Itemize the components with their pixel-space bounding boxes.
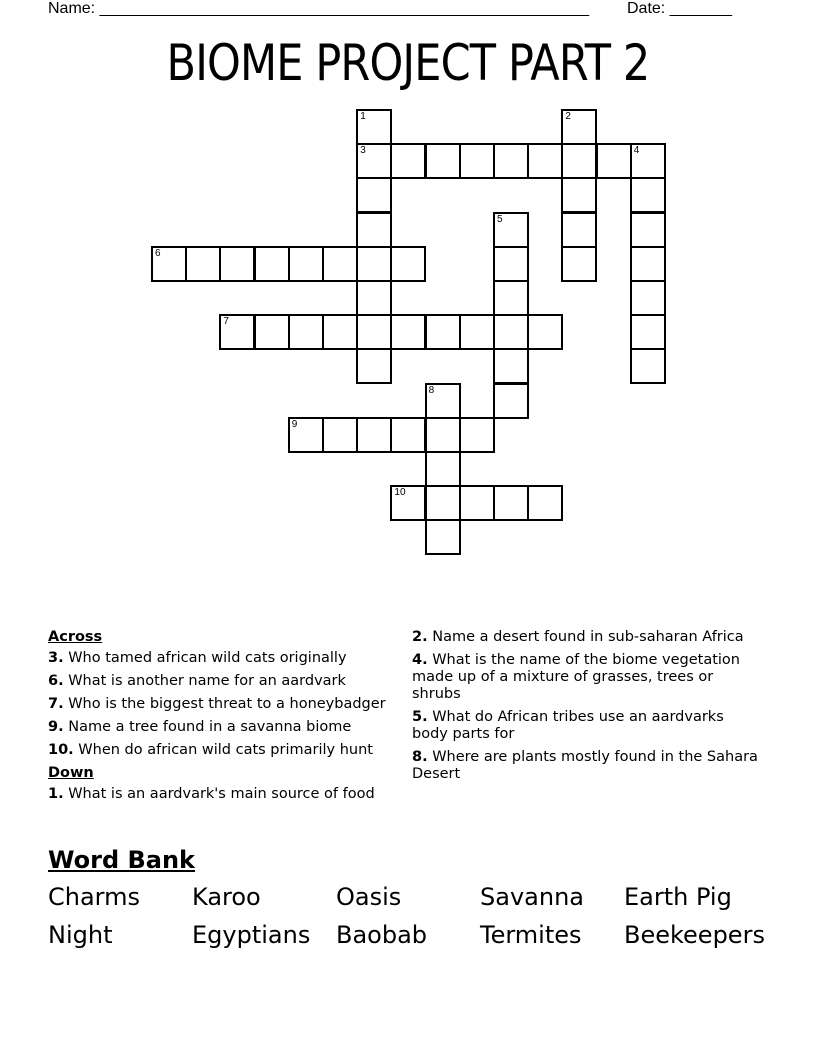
crossword-cell[interactable] bbox=[561, 109, 597, 145]
crossword-cell[interactable] bbox=[630, 280, 666, 316]
word-bank-word: Charms bbox=[48, 883, 141, 911]
word-bank-word: Savanna bbox=[480, 883, 584, 911]
crossword-cell[interactable] bbox=[493, 246, 529, 282]
crossword-cell[interactable] bbox=[459, 417, 495, 453]
crossword-cell[interactable] bbox=[630, 212, 666, 248]
clue-down-8: 8. Where are plants mostly found in the Sahara Desert bbox=[412, 749, 758, 782]
crossword-cell[interactable] bbox=[219, 246, 255, 282]
crossword-cell[interactable] bbox=[254, 314, 290, 350]
crossword-cell[interactable] bbox=[390, 485, 426, 521]
crossword-cell[interactable] bbox=[322, 417, 358, 453]
crossword-cell[interactable] bbox=[425, 383, 461, 419]
clue-number: 9 bbox=[291, 418, 298, 430]
word-bank-word: Termites bbox=[480, 921, 582, 949]
crossword-cell[interactable] bbox=[425, 451, 461, 487]
clue-number: 7 bbox=[223, 316, 229, 328]
page-title: BIOME PROJECT PART 2 bbox=[166, 34, 650, 92]
crossword-cell[interactable] bbox=[356, 143, 392, 179]
clue-across-3: 3. Who tamed african wild cats originally bbox=[48, 650, 347, 666]
clue-number: 2 bbox=[565, 111, 571, 122]
crossword-cell[interactable] bbox=[493, 348, 529, 384]
crossword-cell[interactable] bbox=[322, 314, 358, 350]
crossword-cell[interactable] bbox=[527, 485, 563, 521]
word-bank-word: Beekeepers bbox=[624, 921, 765, 949]
crossword-cell[interactable] bbox=[459, 485, 495, 521]
crossword-cell[interactable] bbox=[493, 280, 529, 316]
clue-across-6: 6. What is another name for an aardvark bbox=[48, 673, 346, 689]
crossword-cell[interactable] bbox=[425, 519, 461, 555]
crossword-cell[interactable] bbox=[425, 485, 461, 521]
crossword-cell[interactable] bbox=[561, 212, 597, 248]
crossword-cell[interactable] bbox=[630, 246, 666, 282]
crossword-cell[interactable] bbox=[561, 143, 597, 179]
crossword-cell[interactable] bbox=[390, 143, 426, 179]
crossword-cell[interactable] bbox=[459, 143, 495, 179]
crossword-cell[interactable] bbox=[288, 417, 324, 453]
crossword-cell[interactable] bbox=[254, 246, 290, 282]
crossword-cell[interactable] bbox=[219, 314, 255, 350]
crossword-cell[interactable] bbox=[356, 246, 392, 282]
crossword-cell[interactable] bbox=[390, 314, 426, 350]
clue-across-9: 9. Name a tree found in a savanna biome bbox=[48, 719, 352, 735]
date-field[interactable]: Date: _______ bbox=[627, 0, 732, 17]
crossword-cell[interactable] bbox=[425, 143, 461, 179]
crossword-cell[interactable] bbox=[561, 177, 597, 213]
clue-number: 1 bbox=[360, 111, 366, 122]
clue-down-2: 2. Name a desert found in sub-saharan Africa bbox=[412, 629, 744, 645]
crossword-cell[interactable] bbox=[390, 246, 426, 282]
crossword-cell[interactable] bbox=[390, 417, 426, 453]
clue-down-4: 4. What is the name of the biome vegetation made up of a mixture of grasses, trees or shrubs bbox=[412, 652, 740, 702]
crossword-cell[interactable] bbox=[527, 143, 563, 179]
crossword-cell[interactable] bbox=[151, 246, 187, 282]
crossword-cell[interactable] bbox=[425, 417, 461, 453]
crossword-cell[interactable] bbox=[425, 314, 461, 350]
crossword-cell[interactable] bbox=[493, 212, 529, 248]
crossword-cell[interactable] bbox=[630, 143, 666, 179]
crossword-cell[interactable] bbox=[322, 246, 358, 282]
crossword-cell[interactable] bbox=[356, 348, 392, 384]
clue-down-5: 5. What do African tribes use an aardvarks body parts for bbox=[412, 709, 724, 742]
crossword-cell[interactable] bbox=[493, 485, 529, 521]
crossword-cell[interactable] bbox=[527, 314, 563, 350]
crossword-cell[interactable] bbox=[288, 246, 324, 282]
crossword-cell[interactable] bbox=[630, 177, 666, 213]
clue-down-1: 1. What is an aardvark's main source of food bbox=[48, 786, 375, 802]
word-bank-word: Oasis bbox=[336, 883, 402, 911]
clues-left-column bbox=[48, 629, 393, 809]
clue-number: 6 bbox=[155, 247, 161, 259]
clue-number: 4 bbox=[633, 145, 640, 157]
clue-number: 3 bbox=[360, 145, 366, 157]
crossword-cell[interactable] bbox=[356, 417, 392, 453]
crossword-cell[interactable] bbox=[356, 280, 392, 316]
crossword-cell[interactable] bbox=[630, 348, 666, 384]
crossword-cell[interactable] bbox=[596, 143, 632, 179]
clue-across-10: 10. When do african wild cats primarily hunt bbox=[48, 742, 373, 758]
word-bank-word: Earth Pig bbox=[624, 883, 732, 911]
crossword-cell[interactable] bbox=[561, 246, 597, 282]
crossword-cell[interactable] bbox=[185, 246, 221, 282]
clue-number: 10 bbox=[394, 487, 406, 499]
crossword-cell[interactable] bbox=[493, 383, 529, 419]
word-bank-word: Karoo bbox=[192, 883, 261, 911]
word-bank-word: Night bbox=[48, 921, 113, 949]
across-heading: Across bbox=[48, 629, 103, 645]
name-field[interactable]: Name: _______________________________________________________ bbox=[48, 0, 589, 17]
crossword-cell[interactable] bbox=[288, 314, 324, 350]
clue-number: 8 bbox=[428, 384, 435, 396]
word-bank-word: Egyptians bbox=[192, 921, 311, 949]
crossword-cell[interactable] bbox=[459, 314, 495, 350]
crossword-cell[interactable] bbox=[356, 212, 392, 248]
crossword-cell[interactable] bbox=[630, 314, 666, 350]
crossword-cell[interactable] bbox=[356, 109, 392, 145]
clue-across-7: 7. Who is the biggest threat to a honeybadger bbox=[48, 696, 386, 712]
word-bank-title: Word Bank bbox=[48, 846, 196, 874]
crossword-cell[interactable] bbox=[493, 143, 529, 179]
crossword-cell[interactable] bbox=[493, 314, 529, 350]
word-bank-word: Baobab bbox=[336, 921, 428, 949]
clue-number: 5 bbox=[497, 213, 503, 225]
down-heading: Down bbox=[48, 765, 94, 781]
crossword-cell[interactable] bbox=[356, 314, 392, 350]
clues-right-column bbox=[412, 629, 762, 789]
crossword-cell[interactable] bbox=[356, 177, 392, 213]
